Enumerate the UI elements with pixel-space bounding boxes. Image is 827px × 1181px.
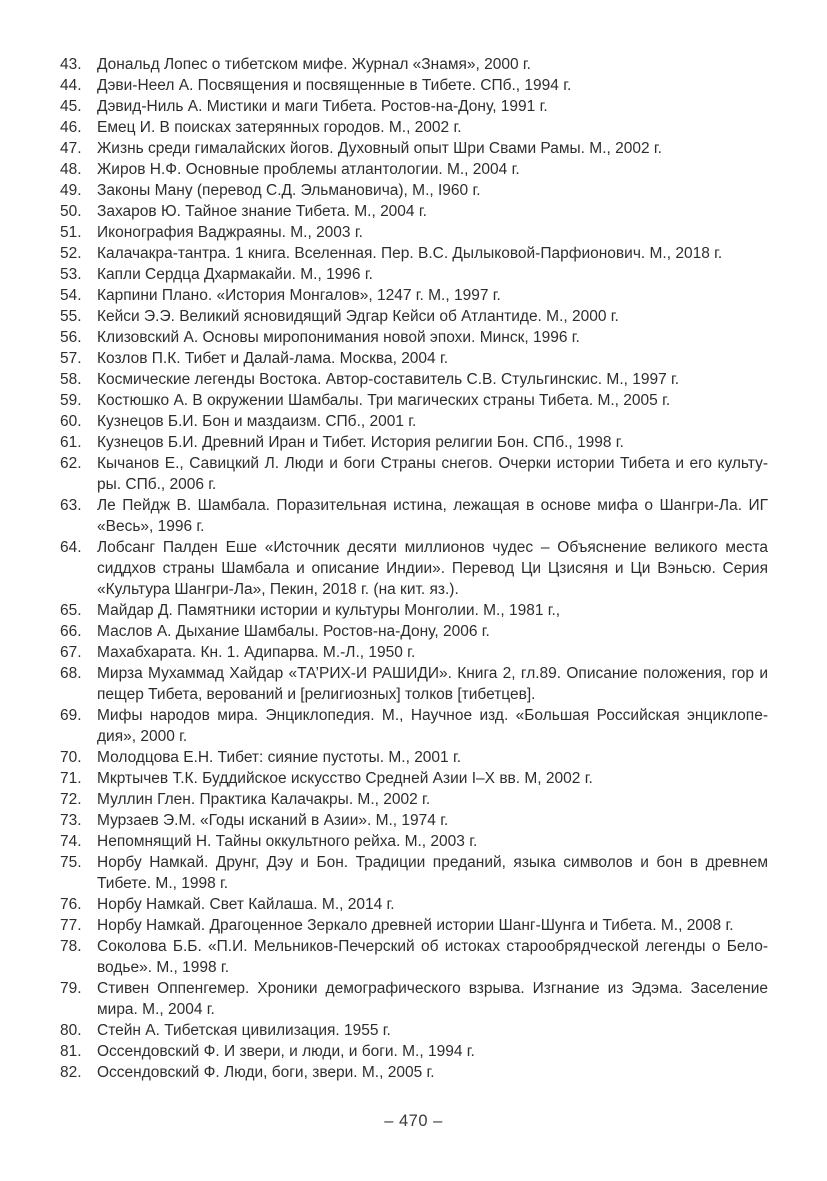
entry-number: 62.: [60, 455, 82, 472]
bibliography-entry: [60, 411, 768, 432]
bibliography-entry: [60, 201, 768, 222]
entry-number: 72.: [60, 791, 82, 808]
bibliography-entry: [60, 306, 768, 327]
entry-text: Козлов П.К. Тибет и Далай-лама. Москва, 2004 г.: [97, 350, 449, 367]
entry-number: 61.: [60, 434, 82, 451]
entry-text: Дональд Лопес о тибетском мифе. Журнал «Знамя», 2000 г.: [97, 56, 531, 73]
entry-text: Оссендовский Ф. Люди, боги, звери. М., 2005 г.: [97, 1064, 435, 1081]
bibliography-entry: [60, 96, 768, 117]
entry-text: Кейси Э.Э. Великий ясновидящий Эдгар Кейси об Атлантиде. М., 2000 г.: [97, 308, 619, 325]
entry-text: Законы Ману (перевод С.Д. Эльмановича), М., I960 г.: [97, 182, 481, 199]
entry-text: Мирза Мухаммад Хайдар «ТА’РИХ-И РАШИДИ». Книга 2, гл.89. Описание положения, гор и пещер Тибета, верований и [религиозных] толков [тибетцев].: [97, 665, 768, 703]
entry-number: 75.: [60, 854, 82, 871]
entry-number: 47.: [60, 140, 82, 157]
entry-text: Кычанов Е., Савицкий Л. Люди и боги Страны снегов. Очерки истории Тибета и его культуры. СПб., 2006 г.: [97, 455, 768, 493]
bibliography-entry: [60, 831, 768, 852]
bibliography-entry: [60, 495, 768, 537]
entry-text: Дэвид-Ниль А. Мистики и маги Тибета. Ростов-на-Дону, 1991 г.: [97, 98, 548, 115]
bibliography-entry: [60, 1062, 768, 1083]
entry-number: 82.: [60, 1064, 82, 1081]
page-number: – 470 –: [384, 1112, 443, 1130]
entry-number: 50.: [60, 203, 82, 220]
bibliography-entry: [60, 705, 768, 747]
bibliography-entry: [60, 138, 768, 159]
entry-text: Жиров Н.Ф. Основные проблемы атлантологии. М., 2004 г.: [97, 161, 520, 178]
entry-number: 74.: [60, 833, 82, 850]
entry-text: Мкртычев Т.К. Буддийское искусство Средней Азии I–X вв. М, 2002 г.: [97, 770, 593, 787]
entry-text: Маслов А. Дыхание Шамбалы. Ростов-на-Дону, 2006 г.: [97, 623, 490, 640]
bibliography-entry: [60, 117, 768, 138]
entry-text: Ле Пейдж В. Шамбала. Поразительная истина, лежащая в основе мифа о Шангри-Ла. ИГ «Весь», 1996 г.: [97, 497, 768, 535]
bibliography-entry: [60, 348, 768, 369]
bibliography-entry: [60, 621, 768, 642]
entry-number: 48.: [60, 161, 82, 178]
bibliography-entry: [60, 789, 768, 810]
entry-number: 65.: [60, 602, 82, 619]
bibliography-entry: [60, 852, 768, 894]
bibliography-entry: [60, 159, 768, 180]
bibliography-entry: [60, 663, 768, 705]
entry-text: Кузнецов Б.И. Древний Иран и Тибет. История религии Бон. СПб., 1998 г.: [97, 434, 624, 451]
entry-text: Оссендовский Ф. И звери, и люди, и боги. М., 1994 г.: [97, 1043, 475, 1060]
entry-number: 49.: [60, 182, 82, 199]
entry-text: Молодцова Е.Н. Тибет: сияние пустоты. М., 2001 г.: [97, 749, 462, 766]
bibliography-entry: [60, 810, 768, 831]
entry-number: 76.: [60, 896, 82, 913]
entry-text: Стивен Оппенгемер. Хроники демографического взрыва. Изгнание из Эдэма. Заселение мира. М., 2004 г.: [97, 980, 768, 1018]
entry-text: Мурзаев Э.М. «Годы исканий в Азии». М., 1974 г.: [97, 812, 449, 829]
entry-number: 59.: [60, 392, 82, 409]
entry-text: Калачакра-тантра. 1 книга. Вселенная. Пер. В.С. Дылыковой-Парфионович. М., 2018 г.: [97, 245, 723, 262]
entry-number: 44.: [60, 77, 82, 94]
entry-number: 68.: [60, 665, 82, 682]
entry-text: Капли Сердца Дхармакайи. М., 1996 г.: [97, 266, 373, 283]
bibliography-entry: [60, 768, 768, 789]
entry-number: 58.: [60, 371, 82, 388]
entry-number: 55.: [60, 308, 82, 325]
bibliography-entry: [60, 894, 768, 915]
entry-number: 79.: [60, 980, 82, 997]
bibliography-entry: [60, 369, 768, 390]
entry-number: 81.: [60, 1043, 82, 1060]
entry-number: 51.: [60, 224, 82, 241]
entry-text: Костюшко А. В окружении Шамбалы. Три магических страны Тибета. М., 2005 г.: [97, 392, 671, 409]
bibliography-entry: [60, 1041, 768, 1062]
entry-text: Карпини Плано. «История Монгалов», 1247 г. М., 1997 г.: [97, 287, 501, 304]
bibliography-entry: [60, 180, 768, 201]
entry-text: Стейн А. Тибетская цивилизация. 1955 г.: [97, 1022, 391, 1039]
entry-text: Захаров Ю. Тайное знание Тибета. М., 2004 г.: [97, 203, 427, 220]
entry-text: Норбу Намкай. Друнг, Дэу и Бон. Традиции преданий, языка символов и бон в древнем Тибете. М., 1998 г.: [97, 854, 768, 892]
bibliography-entry: [60, 243, 768, 264]
entry-number: 71.: [60, 770, 82, 787]
entry-number: 57.: [60, 350, 82, 367]
entry-number: 46.: [60, 119, 82, 136]
entry-number: 67.: [60, 644, 82, 661]
bibliography-entry: [60, 642, 768, 663]
entry-number: 64.: [60, 539, 82, 556]
entry-text: Норбу Намкай. Драгоценное Зеркало древней истории Шанг-Шунга и Тибета. М., 2008 г.: [97, 917, 734, 934]
entry-number: 69.: [60, 707, 82, 724]
entry-number: 66.: [60, 623, 82, 640]
bibliography-entry: [60, 915, 768, 936]
entry-text: Непомнящий Н. Тайны оккультного рейха. М., 2003 г.: [97, 833, 478, 850]
entry-text: Лобсанг Палден Еше «Источник десяти миллионов чудес – Объяснение великого места сиддхов страны Шамбала и описание Индии». Перевод Ци Цзисяня и Ци Вэньсю. Серия «Культура Шангри-Ла», Пекин, 2018 г. (на кит. яз.).: [97, 539, 768, 598]
entry-number: 43.: [60, 56, 82, 73]
bibliography-entry: [60, 600, 768, 621]
bibliography-entry: [60, 978, 768, 1020]
entry-number: 70.: [60, 749, 82, 766]
entry-text: Норбу Намкай. Свет Кайлаша. М., 2014 г.: [97, 896, 395, 913]
bibliography-entry: [60, 432, 768, 453]
bibliography-entry: [60, 222, 768, 243]
entry-number: 45.: [60, 98, 82, 115]
bibliography-list: [60, 54, 768, 1083]
entry-number: 60.: [60, 413, 82, 430]
entry-text: Мифы народов мира. Энциклопедия. М., Научное изд. «Большая Российская энциклопедия», 2000 г.: [97, 707, 768, 745]
entry-text: Дэви-Неел А. Посвящения и посвященные в Тибете. СПб., 1994 г.: [97, 77, 572, 94]
entry-number: 77.: [60, 917, 82, 934]
entry-text: Клизовский А. Основы миропонимания новой эпохи. Минск, 1996 г.: [97, 329, 580, 346]
entry-number: 52.: [60, 245, 82, 262]
entry-number: 78.: [60, 938, 82, 955]
entry-text: Махабхарата. Кн. 1. Адипарва. М.-Л., 1950 г.: [97, 644, 416, 661]
entry-number: 54.: [60, 287, 82, 304]
entry-text: Кузнецов Б.И. Бон и маздаизм. СПб., 2001 г.: [97, 413, 417, 430]
entry-number: 80.: [60, 1022, 82, 1039]
bibliography-entry: [60, 390, 768, 411]
bibliography-entry: [60, 54, 768, 75]
entry-text: Космические легенды Востока. Автор-составитель С.В. Стульгинскис. М., 1997 г.: [97, 371, 680, 388]
bibliography-entry: [60, 1020, 768, 1041]
entry-text: Муллин Глен. Практика Калачакры. М., 2002 г.: [97, 791, 431, 808]
bibliography-entry: [60, 537, 768, 600]
entry-text: Соколова Б.Б. «П.И. Мельников-Печерский об истоках старообрядческой легенды о Беловодье». М., 1998 г.: [97, 938, 768, 976]
entry-number: 63.: [60, 497, 82, 514]
bibliography-entry: [60, 327, 768, 348]
bibliography-entry: [60, 75, 768, 96]
entry-number: 56.: [60, 329, 82, 346]
entry-text: Емец И. В поисках затерянных городов. М., 2002 г.: [97, 119, 462, 136]
bibliography-entry: [60, 936, 768, 978]
bibliography-entry: [60, 264, 768, 285]
entry-number: 53.: [60, 266, 82, 283]
entry-number: 73.: [60, 812, 82, 829]
entry-text: Иконография Ваджраяны. М., 2003 г.: [97, 224, 363, 241]
entry-text: Майдар Д. Памятники истории и культуры Монголии. М., 1981 г.,: [97, 602, 561, 619]
bibliography-entry: [60, 285, 768, 306]
bibliography-entry: [60, 453, 768, 495]
entry-text: Жизнь среди гималайских йогов. Духовный опыт Шри Свами Рамы. М., 2002 г.: [97, 140, 662, 157]
bibliography-entry: [60, 747, 768, 768]
